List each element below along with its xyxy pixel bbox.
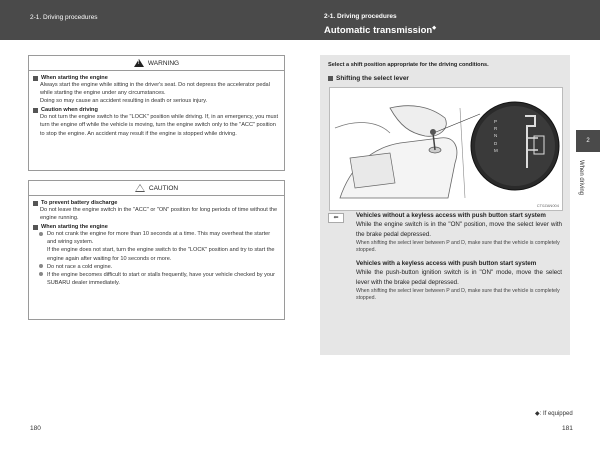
right-section-title: 2-1. Driving procedures: [324, 13, 397, 20]
gate-label-m: M: [494, 147, 498, 153]
page-title-text: Automatic transmission: [324, 25, 433, 37]
page-title: [324, 25, 436, 36]
content-panel: [320, 55, 570, 355]
caution-header: [29, 181, 284, 196]
chapter-label: When driving: [578, 160, 584, 196]
caution-box: [28, 180, 285, 320]
caution-section-title: When starting the engine: [33, 224, 280, 230]
warning-text: Do not turn the engine switch to the "LOCK" position while driving. If, in an emergency, you must turn the engine off while the vehicle is moving, turn the engine switch only to the "ACC" position to stop the engine. An accident may result if the engine is stopped while driving.: [40, 114, 278, 137]
warning-label: WARNING: [147, 59, 180, 67]
caution-section-title: To prevent battery discharge: [33, 200, 280, 206]
caution-bullet: Do not crank the engine for more than 10 seconds at a time. This may overheat the starter and wiring system.: [33, 230, 280, 246]
warning-icon: !: [134, 59, 144, 67]
gate-label-d: D: [494, 140, 498, 146]
gate-label-p: P: [494, 119, 498, 124]
caution-bullet: Do not race a cold engine.: [33, 263, 280, 271]
keyless-text: While the push-button ignition switch is in "ON" mode, move the select lever with the brake pedal depressed.: [356, 269, 562, 287]
footnote-text: : If equipped: [539, 411, 573, 417]
footnote: [535, 410, 573, 417]
warning-section-title: Caution when driving: [33, 107, 280, 113]
caution-bullet-subtext: If the engine does not start, turn the engine switch to the "LOCK" position and try to start the engine again after waiting for 10 seconds or more.: [47, 247, 275, 262]
shift-illustration: [329, 87, 563, 211]
warning-box: [28, 55, 285, 171]
no-keyless-text: While the engine switch is in the "ON" position, move the select lever with the brake pedal depressed.: [356, 221, 562, 238]
gate-label-n: N: [494, 133, 498, 139]
gate-label-r: R: [494, 126, 498, 132]
keyless-note: When shifting the select lever between P and D, make sure that the vehicle is completely stopped.: [356, 287, 560, 302]
intro-text: Select a shift position appropriate for the driving conditions.: [328, 62, 489, 68]
gate-labels: [494, 118, 498, 154]
caution-bullet: If the engine becomes difficult to start or stalls frequently, have your vehicle checked by your SUBARU dealer immediately.: [33, 271, 280, 287]
right-page-number: 181: [562, 425, 573, 432]
car-interior-drawing: [330, 88, 562, 210]
left-page-header: [0, 0, 300, 40]
no-keyless-title: Vehicles without a keyless access with push button start system: [356, 212, 546, 219]
no-keyless-note: When shifting the select lever between P and D, make sure that the vehicle is completely stopped.: [356, 239, 560, 254]
left-section-title: 2-1. Driving procedures: [30, 14, 98, 21]
caution-text: Do not leave the engine switch in the "ACC" or "ON" position for long periods of time without the engine running.: [40, 207, 278, 222]
warning-header: [29, 56, 284, 71]
caution-label: CAUTION: [148, 184, 179, 192]
right-page-header: [300, 0, 600, 40]
arrow-left-icon: ⬅: [328, 213, 344, 223]
shift-section-title: Shifting the select lever: [328, 75, 409, 82]
warning-section-title: When starting the engine: [33, 75, 280, 81]
chapter-tab[interactable]: 2: [576, 130, 600, 152]
caution-icon: [135, 184, 145, 192]
warning-text: Doing so may cause an accident resulting in death or serious injury.: [40, 98, 208, 105]
warning-text: Always start the engine while sitting in the driver's seat. Do not depress the accelerator pedal while starting the engine under any circumstances.: [40, 82, 270, 97]
equipped-mark: ◆: [432, 25, 437, 31]
footnote-mark: ◆: [535, 411, 540, 417]
keyless-title: Vehicles with a keyless access with push button start system: [356, 260, 537, 268]
image-code: CT0ZAN004: [536, 203, 559, 208]
left-page-number: 180: [30, 425, 41, 432]
